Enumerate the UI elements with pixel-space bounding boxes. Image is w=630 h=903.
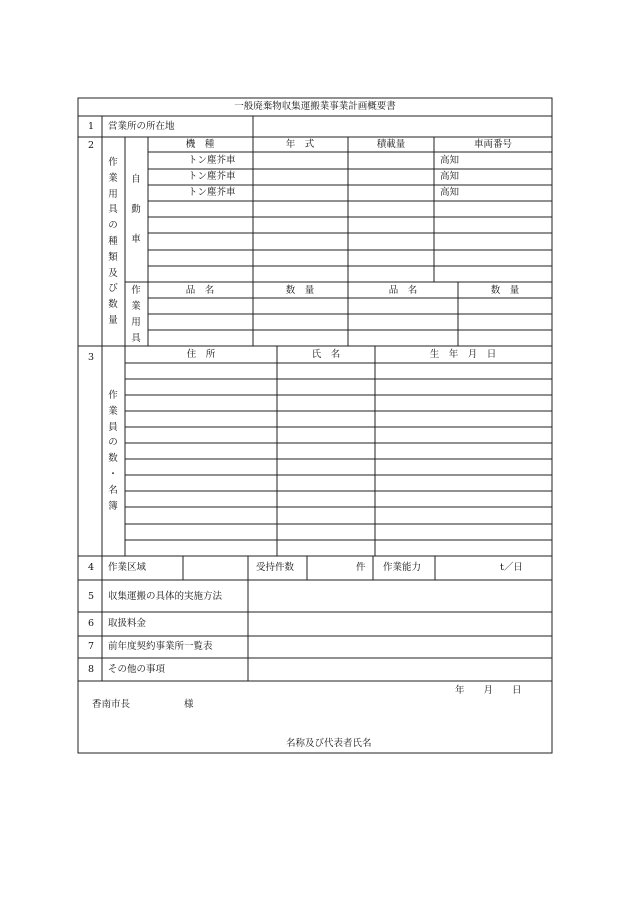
staff-vertical-label: 作 業 員 の 数 ・ 名 簿	[108, 390, 118, 512]
vehicle-header-model: 機 種	[185, 139, 215, 150]
vehicle-header-year: 年 式	[285, 139, 315, 150]
work-area-label: 作業区域	[108, 562, 147, 573]
row-number-2: 2	[88, 140, 95, 151]
office-location-label: 営業所の所在地	[108, 121, 175, 132]
tool-header-name-1: 品 名	[185, 285, 215, 296]
office-location-field[interactable]	[255, 118, 550, 135]
row-number-3: 3	[88, 352, 95, 363]
tool-header-qty-2: 数 量	[490, 285, 520, 296]
row-number-5: 5	[88, 591, 95, 602]
page-title: 一般廃棄物収集運搬業事業計画概要書	[234, 101, 396, 112]
fee-field[interactable]	[250, 614, 550, 634]
row-number-4: 4	[88, 562, 95, 573]
equipment-vertical-label: 作 業 用 具 の 種 類 及 び 数 量	[108, 157, 118, 326]
assigned-count-unit: 件	[356, 562, 366, 573]
contract-list-label: 前年度契約事業所一覧表	[108, 641, 213, 652]
addressee: 香南市長	[92, 699, 131, 710]
row-number-1: 1	[88, 121, 95, 132]
vehicle-plate-1[interactable]: 高知	[440, 155, 460, 166]
vehicle-model-1[interactable]: トン塵芥車	[188, 155, 236, 166]
staff-header-address: 住 所	[186, 349, 216, 360]
addressee-honorific: 様	[184, 699, 194, 710]
staff-header-name: 氏 名	[311, 349, 341, 360]
fee-label: 取扱料金	[108, 618, 147, 629]
staff-header-birthdate: 生 年 月 日	[429, 349, 497, 360]
date-line: 年 月 日	[455, 685, 522, 696]
vehicle-header-plate: 車両番号	[473, 139, 513, 150]
collection-method-field[interactable]	[250, 582, 550, 610]
contract-list-field[interactable]	[250, 638, 550, 656]
tool-vertical-label: 作 業 用 具	[131, 285, 141, 344]
tool-header-qty-1: 数 量	[285, 285, 315, 296]
signature-label: 名称及び代表者氏名	[286, 738, 372, 749]
tool-header-name-2: 品 名	[388, 285, 418, 296]
collection-method-label: 収集運搬の具体的実施方法	[108, 591, 223, 602]
vehicle-header-capacity: 積載量	[376, 139, 406, 150]
other-matters-field[interactable]	[250, 660, 550, 679]
vehicle-plate-3[interactable]: 高知	[440, 187, 460, 198]
vehicle-plate-2[interactable]: 高知	[440, 171, 460, 182]
work-capacity-label: 作業能力	[383, 562, 422, 573]
row-number-8: 8	[88, 664, 95, 675]
work-area-field[interactable]	[185, 558, 246, 578]
vehicle-model-2[interactable]: トン塵芥車	[188, 171, 236, 182]
vehicle-vertical-label: 自 動 車	[131, 174, 141, 245]
other-matters-label: その他の事項	[108, 664, 166, 675]
vehicle-model-3[interactable]: トン塵芥車	[188, 187, 236, 198]
row-number-6: 6	[88, 618, 95, 629]
row-number-7: 7	[88, 641, 95, 652]
work-capacity-unit: t／日	[500, 562, 523, 573]
assigned-count-label: 受持件数	[256, 562, 295, 573]
